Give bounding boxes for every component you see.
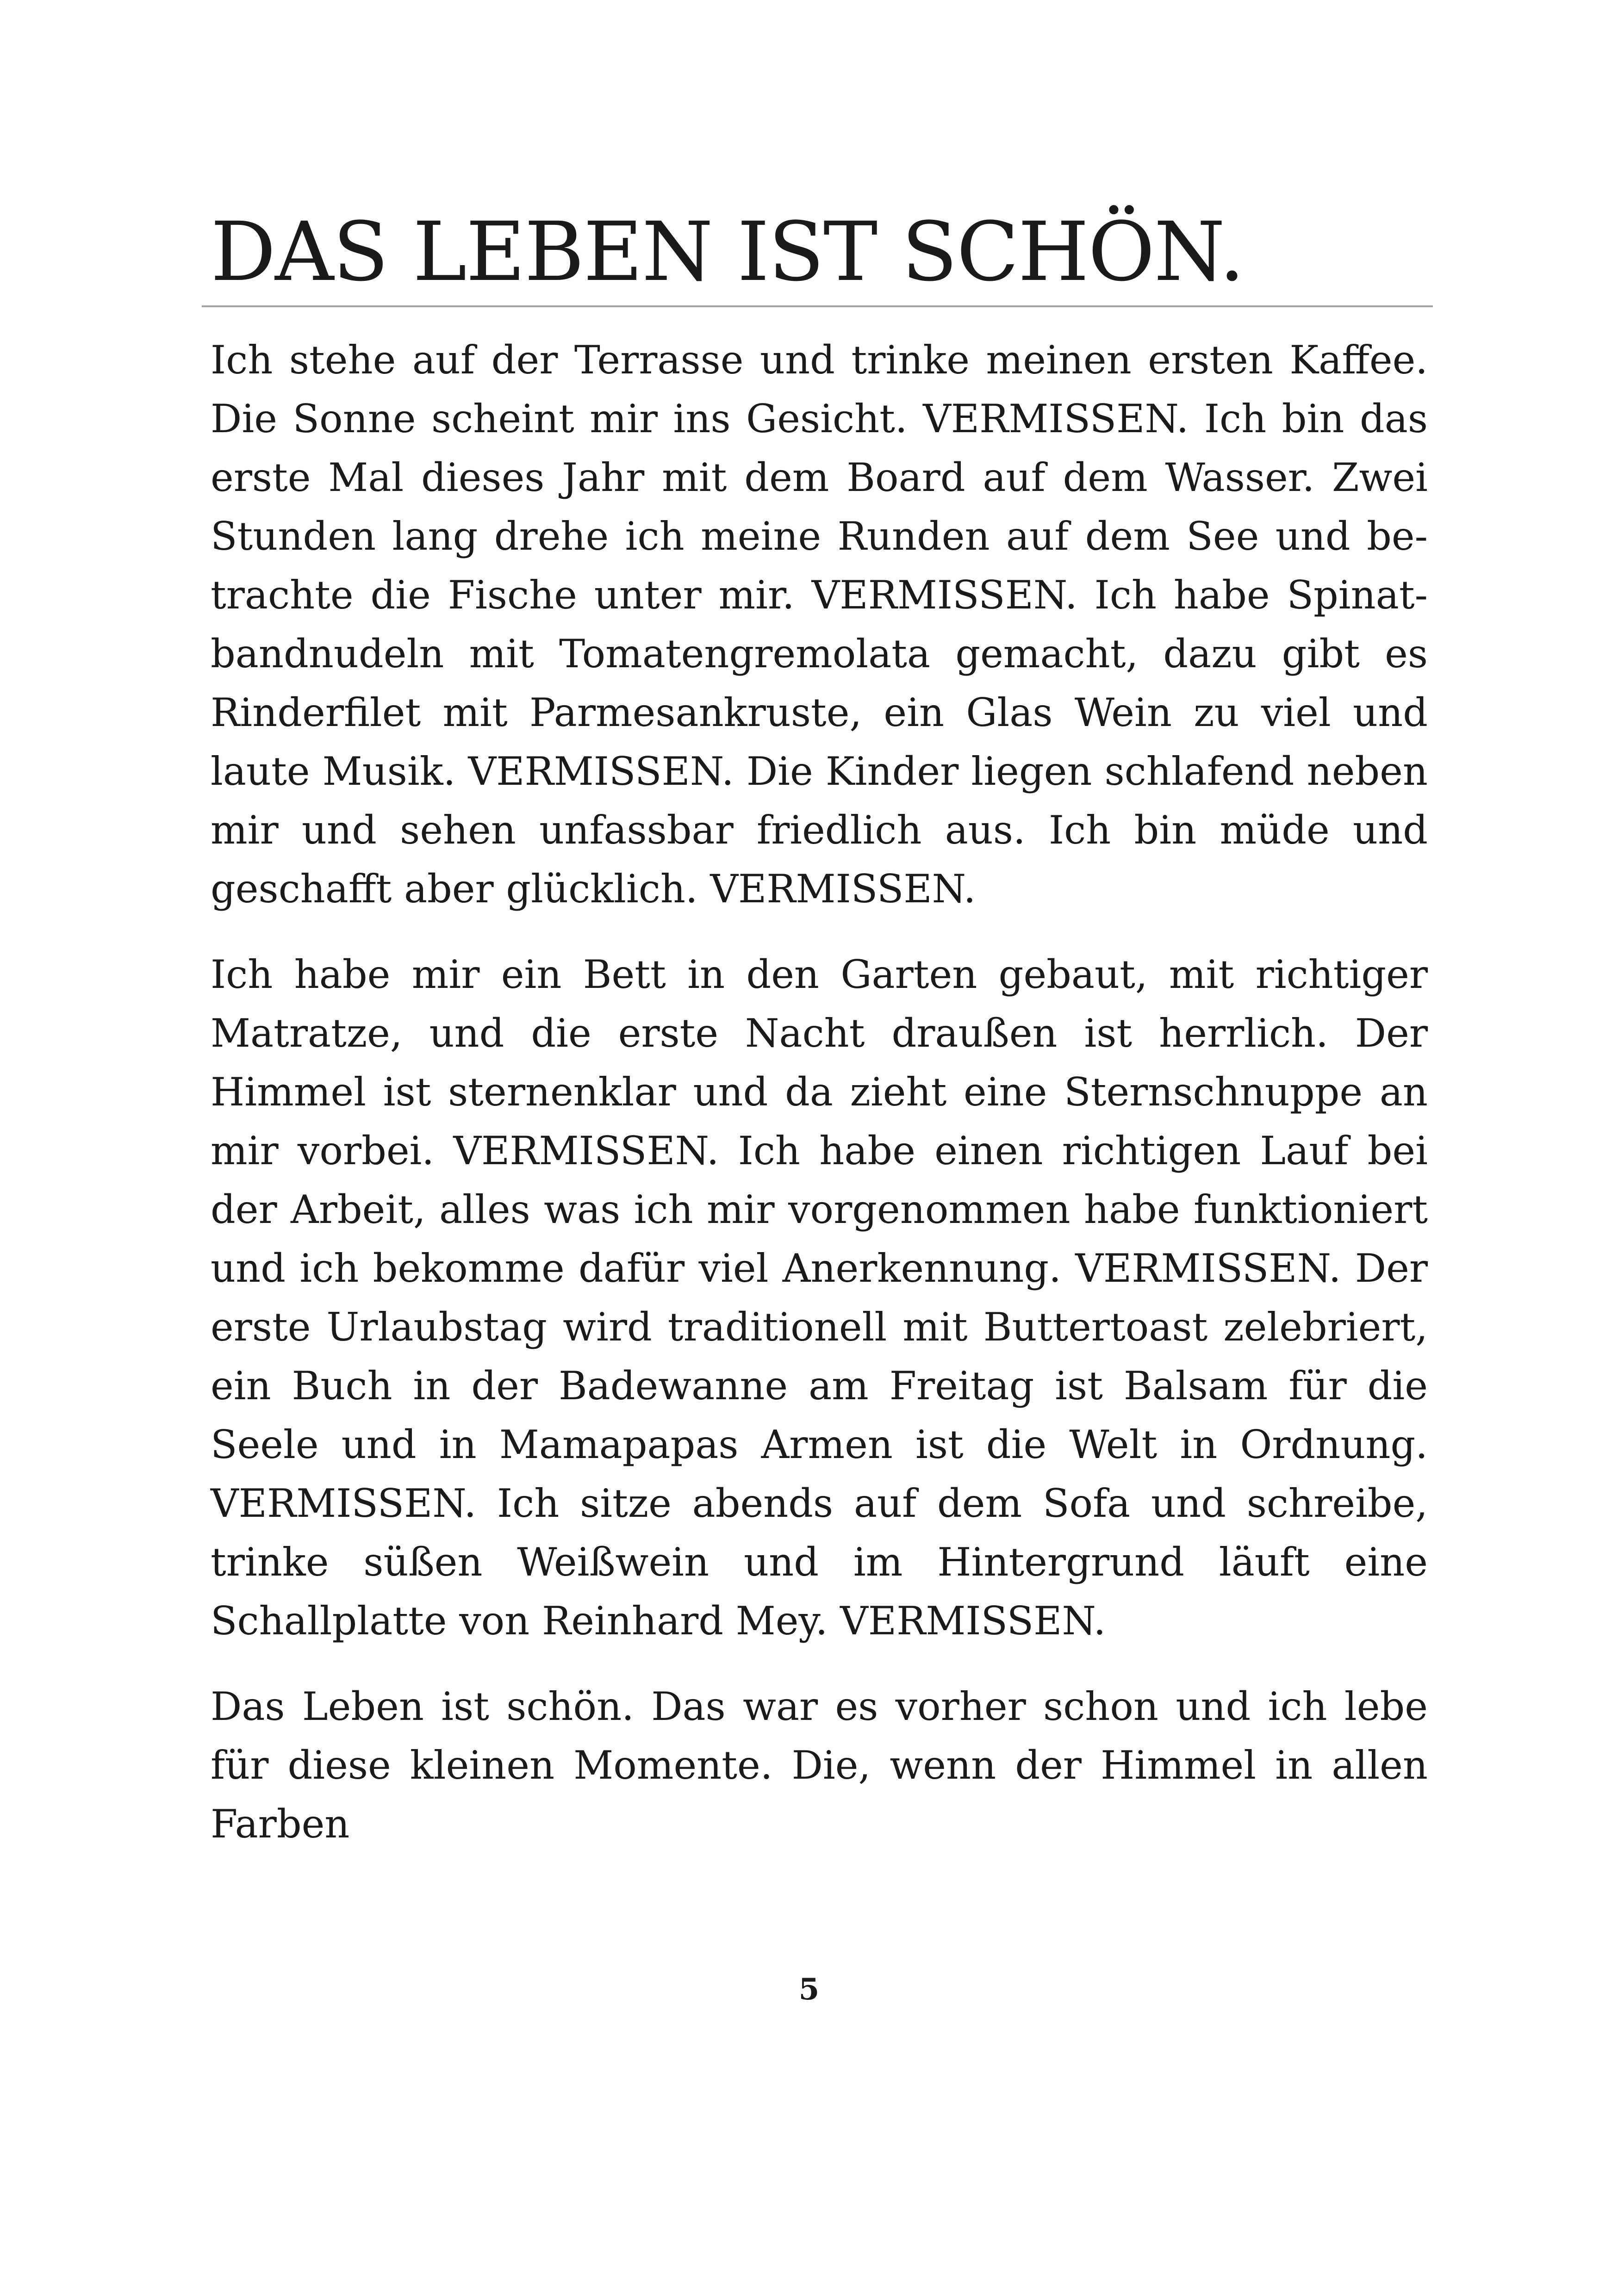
title-divider <box>202 305 1433 307</box>
body-text <box>211 331 1428 1880</box>
page-number: 5 <box>798 1972 820 2007</box>
paragraph-1: Ich stehe auf der Terrasse und trinke meinen ersten Kaffee. Die Sonne scheint mir ins Gesicht. VERMISSEN. Ich bin das erste Mal dieses Jahr mit dem Board auf dem Wasser. Zwei Stunden lang drehe ich meine Runden auf dem See und betrachte die Fische unter mir. VERMISSEN. Ich habe Spinatbandnudeln mit Tomatengremolata gemacht, dazu gibt es Rinderfilet mit Parmesankruste, ein Glas Wein zu viel und laute Musik. VERMISSEN. Die Kinder liegen schlafend neben mir und sehen unfassbar friedlich aus. Ich bin müde und geschafft aber glücklich. VERMISSEN. <box>211 337 1428 912</box>
paragraph-2: Ich habe mir ein Bett in den Garten gebaut, mit richtiger Matratze, und die erste Nacht draußen ist herrlich. Der Himmel ist sternenklar und da zieht eine Sternschnuppe an mir vorbei. VERMISSEN. Ich habe einen richtigen Lauf bei der Arbeit, alles was ich mir vorgenommen habe funktioniert und ich bekomme dafür viel Anerkennung. VERMISSEN. Der erste Urlaubstag wird traditionell mit Buttertoast zelebriert, ein Buch in der Badewanne am Freitag ist Balsam für die Seele und in Mamapapas Armen ist die Welt in Ordnung. VERMISSEN. Ich sitze abends auf dem Sofa und schreibe, trinke süßen Weißwein und im Hintergrund läuft eine Schallplatte von Reinhard Mey. VERMISSEN. <box>211 952 1428 1644</box>
chapter-title: DAS LEBEN IST SCHÖN. <box>211 205 1244 299</box>
paragraph-3: Das Leben ist schön. Das war es vorher schon und ich lebe für diese kleinen Momente. Die, wenn der Himmel in allen Farben <box>211 1684 1428 1847</box>
